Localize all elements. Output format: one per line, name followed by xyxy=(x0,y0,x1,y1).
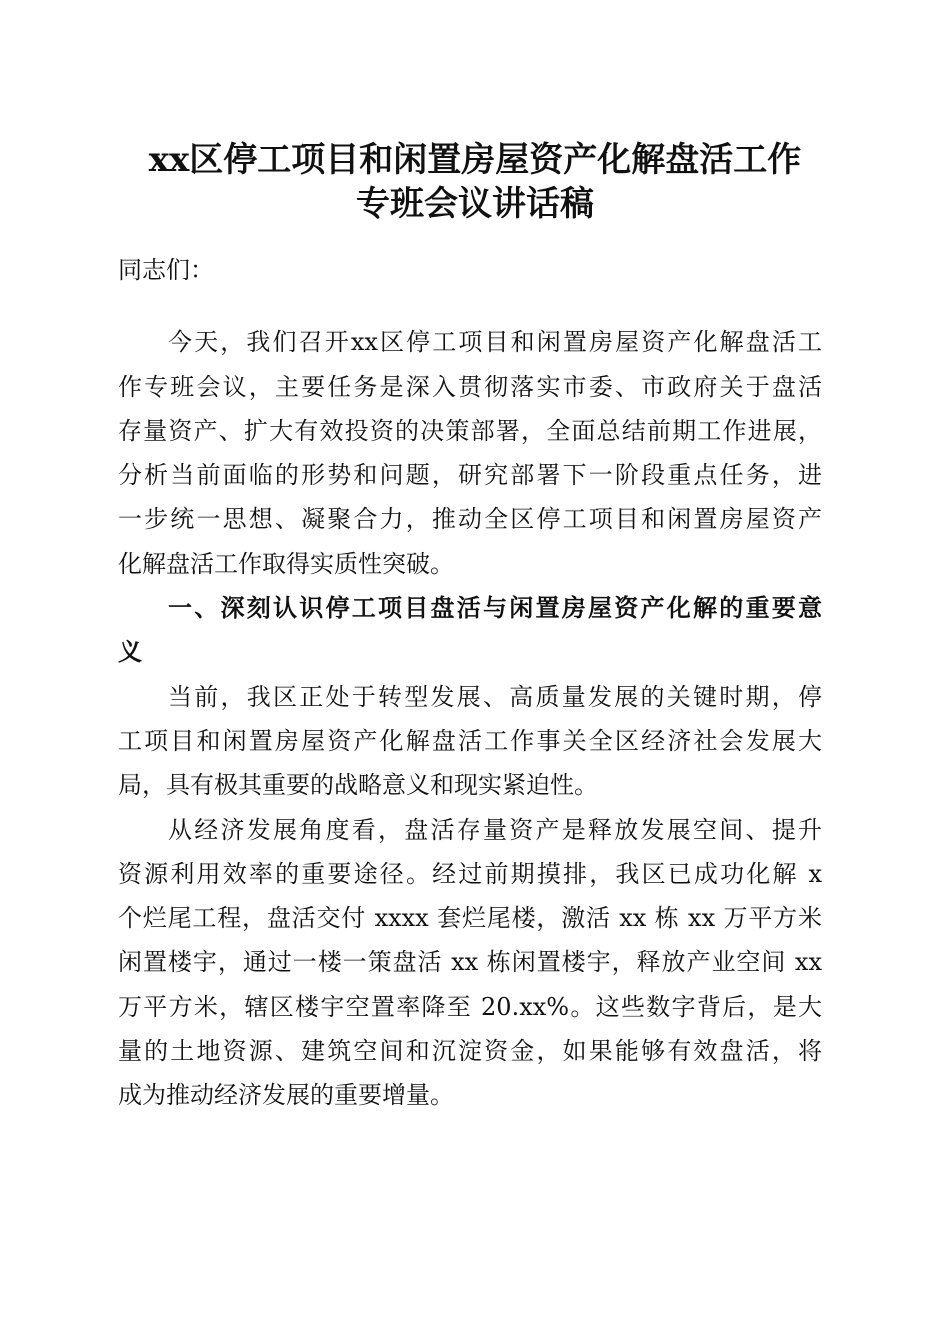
text-line: 作专班会议，主要任务是深入贯彻落实市委、市政府关于盘活 xyxy=(118,372,822,401)
text-line: 今天，我们召开xx区停工项目和闲置房屋资产化解盘活工 xyxy=(168,328,822,357)
text-line: 当前，我区正处于转型发展、高质量发展的关键时期，停 xyxy=(168,682,822,711)
text-line: 个烂尾工程，盘活交付 xxxx 套烂尾楼，激活 xx 栋 xx 万平方米 xyxy=(118,904,822,933)
paragraph xyxy=(118,320,822,586)
text-line: 义 xyxy=(118,638,142,667)
document-title-line-2: 专班会议讲话稿 xyxy=(356,184,594,224)
text-line: 量的土地资源、建筑空间和沉淀资金，如果能够有效盘活，将 xyxy=(118,1037,822,1066)
paragraph xyxy=(118,675,822,808)
salutation: 同志们： xyxy=(118,256,214,284)
paragraph xyxy=(118,808,822,1118)
text-line: 工项目和闲置房屋资产化解盘活工作事关全区经济社会发展大 xyxy=(118,726,822,755)
text-line: 存量资产、扩大有效投资的决策部署，全面总结前期工作进展， xyxy=(118,416,822,445)
text-line: 一步统一思想、凝聚合力，推动全区停工项目和闲置房屋资产 xyxy=(118,505,822,534)
text-line: 局，具有极其重要的战略意义和现实紧迫性。 xyxy=(118,771,598,800)
text-line: 一、深刻认识停工项目盘活与闲置房屋资产化解的重要意 xyxy=(168,594,822,623)
text-line: 化解盘活工作取得实质性突破。 xyxy=(118,549,454,578)
text-line: 从经济发展角度看，盘活存量资产是释放发展空间、提升 xyxy=(168,815,822,844)
section-heading xyxy=(118,586,822,675)
text-line: 闲置楼宇，通过一楼一策盘活 xx 栋闲置楼宇，释放产业空间 xx xyxy=(118,948,822,977)
text-line: 分析当前面临的形势和问题，研究部署下一阶段重点任务，进 xyxy=(118,461,822,490)
text-line: 万平方米，辖区楼宇空置率降至 20.xx%。这些数字背后，是大 xyxy=(118,992,822,1021)
document-body xyxy=(118,248,822,1118)
document-title-line-1: xx区停工项目和闲置房屋资产化解盘活工作 xyxy=(148,140,802,180)
text-line: 资源利用效率的重要途径。经过前期摸排，我区已成功化解 x xyxy=(118,859,822,888)
text-line: 成为推动经济发展的重要增量。 xyxy=(118,1081,454,1110)
